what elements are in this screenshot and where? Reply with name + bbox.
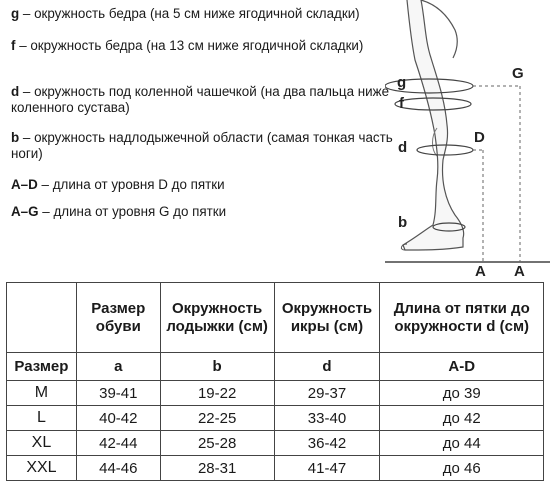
table-row [7,431,544,456]
table-cell: 36-42 [274,431,380,456]
size-cell: XL [7,431,77,456]
diagram-label-f: f [399,95,404,112]
table-cell: 40-42 [76,406,160,431]
legend-item-a-d: A–D – длина от уровня D до пятки [11,177,225,192]
legend-key: A–G [11,204,39,219]
table-cell: 19-22 [160,381,274,406]
table-cell: до 46 [380,456,544,481]
table-cell: до 44 [380,431,544,456]
table-cell: до 42 [380,406,544,431]
table-cell: 28-31 [160,456,274,481]
size-cell: XXL [7,456,77,481]
diagram-label-A-right: A [514,263,525,280]
header-shoe-size: Размер обуви [76,283,160,353]
table-cell: 25-28 [160,431,274,456]
table-letter-row [7,353,544,381]
header-heel-length: Длина от пятки до окружности d (см) [380,283,544,353]
legend-text: окружность под коленной чашечкой (на два пальца ниже коленного сустава) [11,84,390,115]
legend-text: окружность надлодыжечной области (самая тонкая часть ноги) [11,130,393,161]
header-ankle-circumference: Окружность лодыжки (см) [160,283,274,353]
legend-item-a-g: A–G – длина от уровня G до пятки [11,204,227,219]
table-row [7,406,544,431]
table-cell: 29-37 [274,381,380,406]
table-cell: до 39 [380,381,544,406]
diagram-label-G: G [512,65,524,82]
legend-item-g: g – окружность бедра (на 5 см ниже ягодичной складки) [11,6,360,21]
diagram-label-D: D [474,129,485,146]
legend-key: A–D [11,177,38,192]
size-cell: L [7,406,77,431]
letter-a: a [76,353,160,381]
legend-item-f: f – окружность бедра (на 13 см ниже ягодичной складки) [11,38,364,53]
letter-b: b [160,353,274,381]
size-cell: M [7,381,77,406]
table-cell: 39-41 [76,381,160,406]
legend-text: окружность бедра (на 5 см ниже ягодичной складки) [34,6,360,21]
letter-a-d: A-D [380,353,544,381]
legend-text: окружность бедра (на 13 см ниже ягодичной складки) [30,38,364,53]
legend-text: длина от уровня D до пятки [52,177,225,192]
diagram-label-g: g [397,74,407,91]
table-cell: 41-47 [274,456,380,481]
diagram-label-b: b [398,214,408,231]
diagram-label-d: d [398,139,408,156]
table-cell: 33-40 [274,406,380,431]
leg-measurement-diagram [385,0,552,280]
legend-key: f [11,38,16,53]
table-cell: 22-25 [160,406,274,431]
table-row [7,456,544,481]
table-cell: 42-44 [76,431,160,456]
legend-text: длина от уровня G до пятки [53,204,227,219]
letter-size: Размер [7,353,77,381]
letter-d: d [274,353,380,381]
diagram-label-A-left: A [475,263,486,280]
leg-outline [403,0,464,250]
table-header-row [7,283,544,353]
header-calf-circumference: Окружность икры (см) [274,283,380,353]
table-cell: 44-46 [76,456,160,481]
table-row [7,381,544,406]
legend-key: b [11,130,20,145]
legend-key: d [11,84,20,99]
size-table [6,282,544,481]
header-cell-empty [7,283,77,353]
legend-item-b: b – окружность надлодыжечной области (самая тонкая часть ноги) [11,130,393,161]
legend-key: g [11,6,20,21]
legend-item-d: d – окружность под коленной чашечкой (на два пальца ниже коленного сустава) [11,84,390,115]
